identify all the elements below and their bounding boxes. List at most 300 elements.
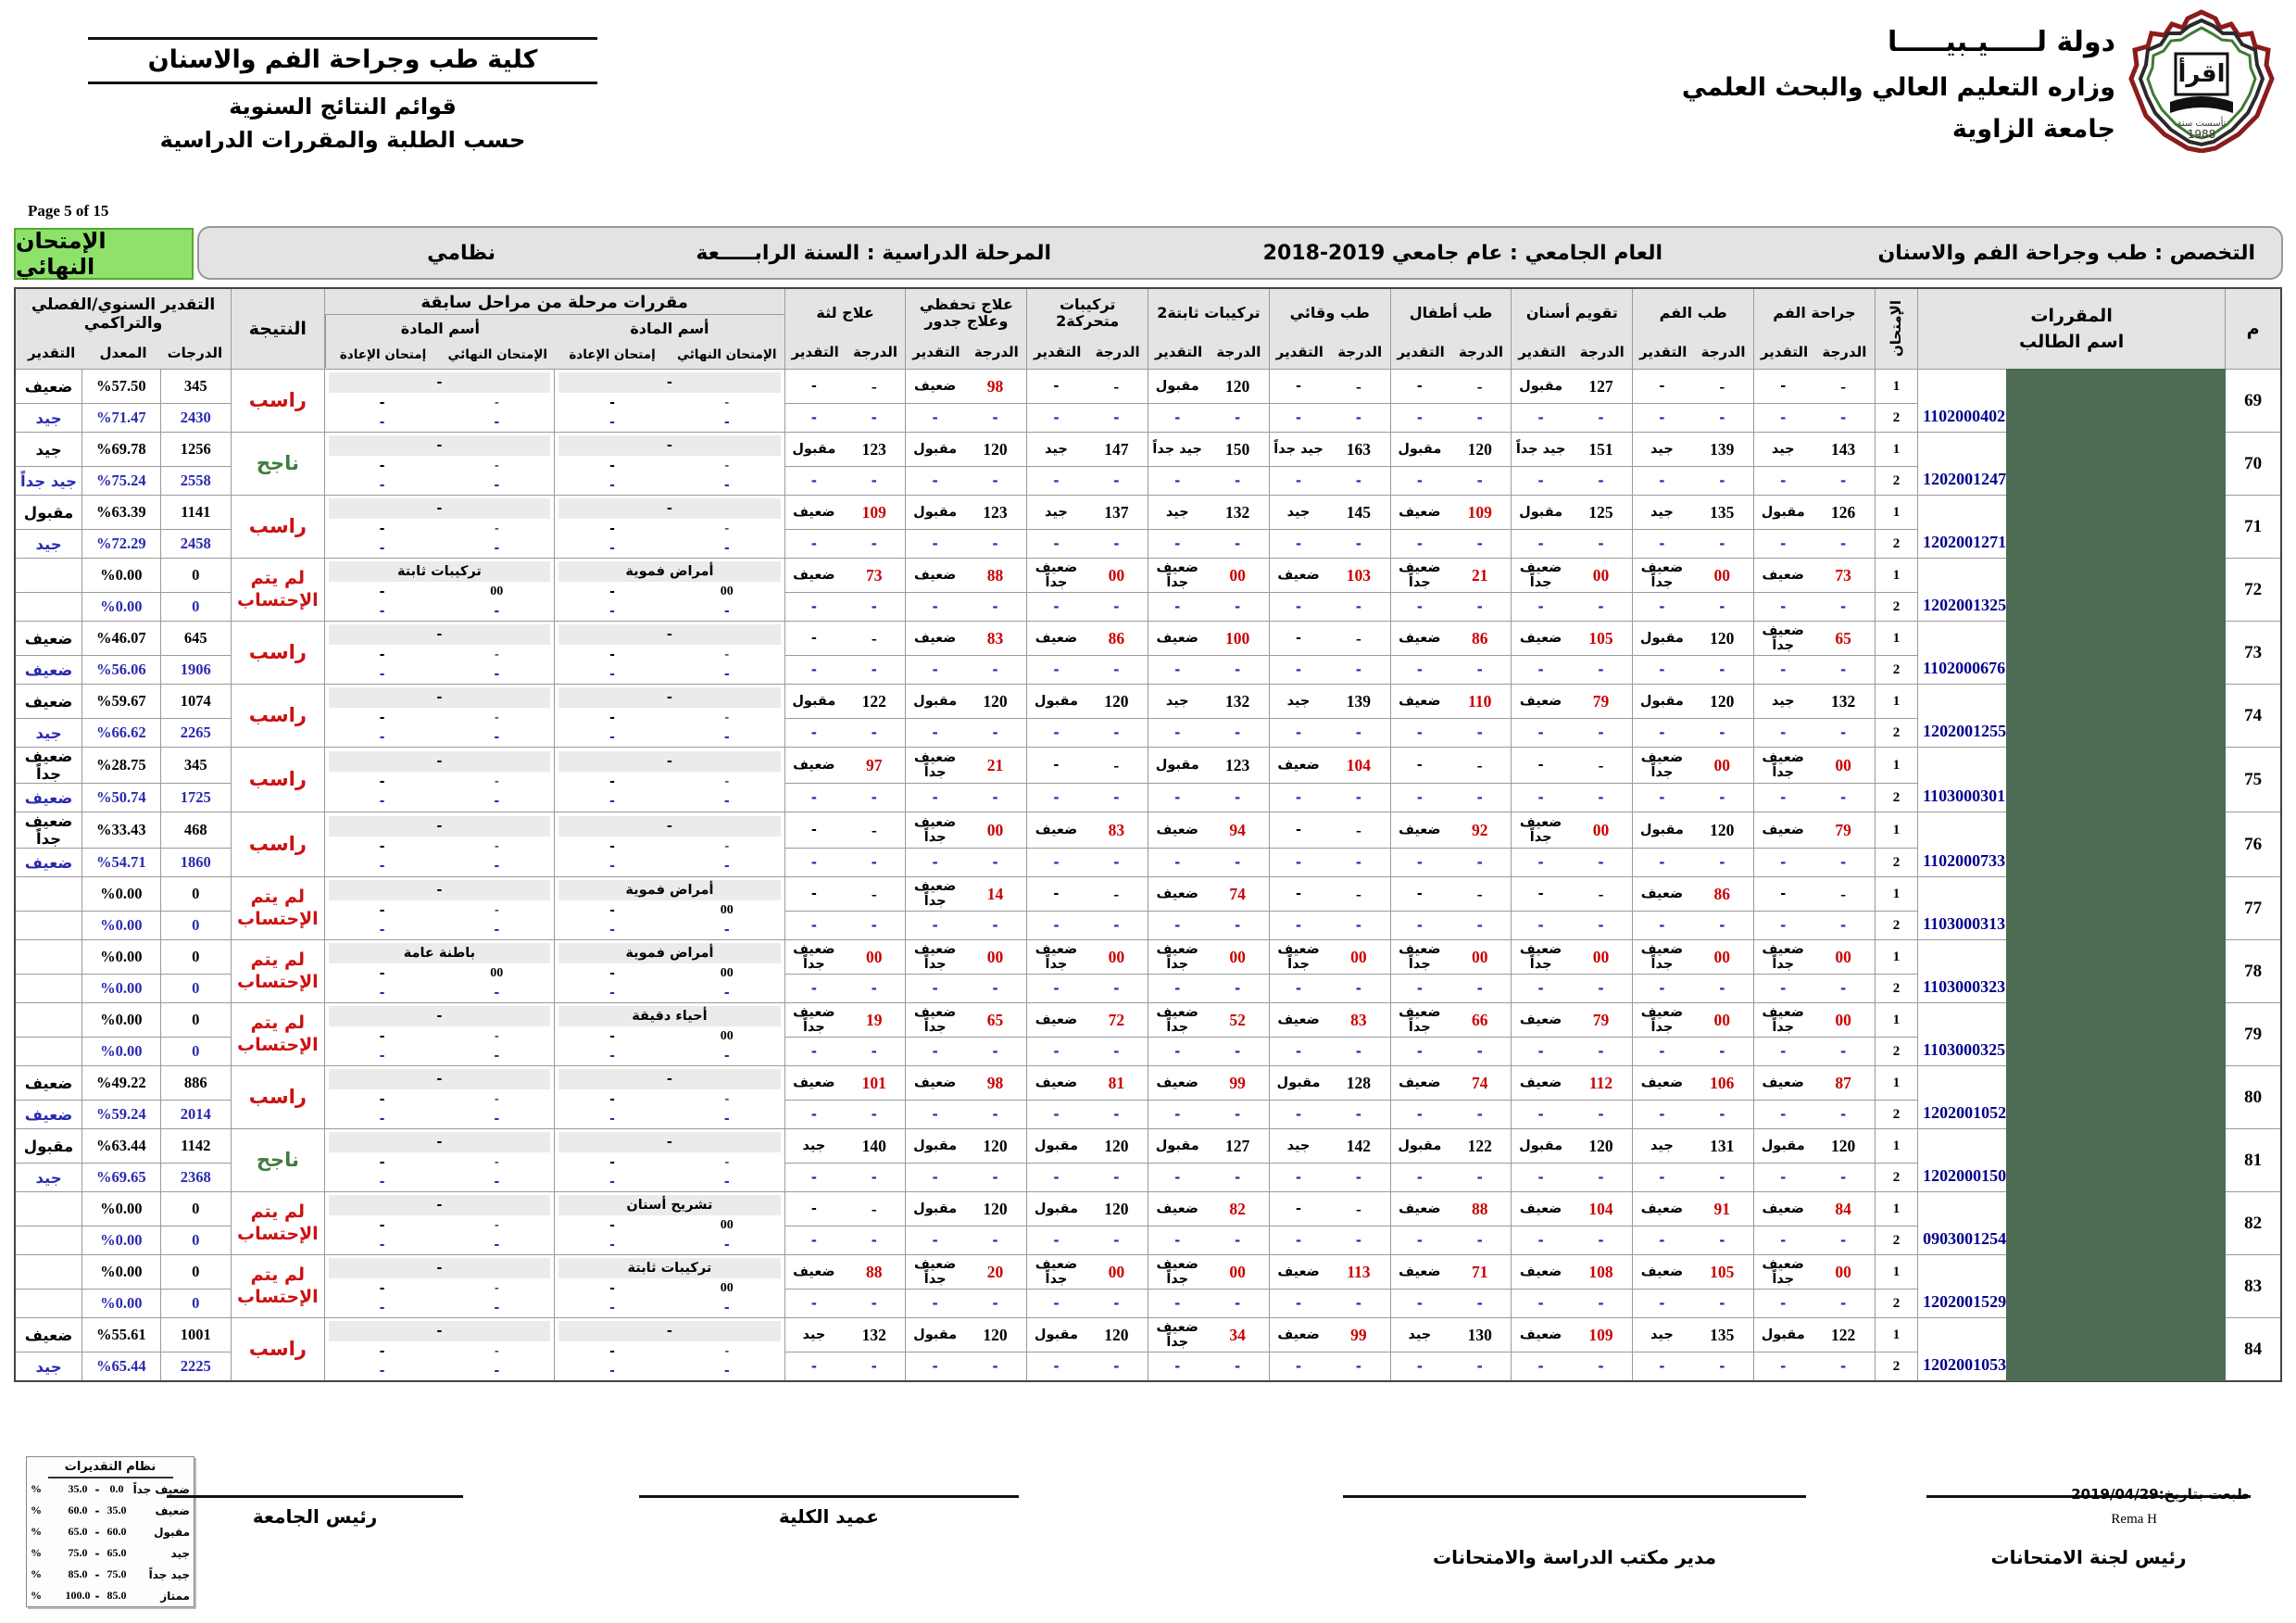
summary-average-cell: %55.61 [82, 1318, 161, 1352]
summary-grade-cell: جيد [15, 530, 82, 559]
mark-cell-line2: - - [1754, 1227, 1876, 1255]
summary-total-cell: 2458 [160, 530, 231, 559]
summary-total-cell: 0 [160, 1192, 231, 1227]
mark-cell-line2: - - [1633, 912, 1754, 940]
exam-attempt-cell: 2 [1875, 1290, 1917, 1318]
summary-average-cell: %0.00 [82, 1290, 161, 1318]
mark-cell-line2: - - [906, 530, 1027, 559]
mark-cell: 19 ضعيف جداً [784, 1003, 906, 1038]
previous-course-cell: - - - - - [324, 812, 555, 877]
mark-cell: 00 ضعيف جداً [784, 940, 906, 975]
mark-cell-line2: - - [1269, 1227, 1390, 1255]
mark-cell: 122 مقبول [1390, 1129, 1512, 1164]
mark-cell-line2: - - [1512, 530, 1633, 559]
result-cell: ناجح [232, 1129, 325, 1192]
serial-cell: 75 [2226, 748, 2281, 812]
mark-cell-line2: - - [1754, 912, 1876, 940]
mark-cell-line2: - - [1027, 719, 1148, 748]
mark-cell: 74 ضعيف [1148, 877, 1270, 912]
mark-cell-line2: - - [1148, 1290, 1270, 1318]
summary-grade-cell: جيد [15, 1352, 82, 1382]
mark-cell: 104 ضعيف [1512, 1192, 1633, 1227]
academic-year-field: العام الجامعي : عام جامعي 2019-2018 [1262, 241, 1662, 265]
summary-total-cell: 2430 [160, 404, 231, 433]
mark-cell-line2: - - [1027, 593, 1148, 622]
mark-cell-line2: - - [1269, 404, 1390, 433]
summary-grade-cell [15, 1003, 82, 1038]
serial-cell: 70 [2226, 433, 2281, 496]
previous-course-cell: - - - - - [324, 1255, 555, 1318]
mark-cell-line2: - - [1148, 912, 1270, 940]
exam-attempt-cell: 2 [1875, 530, 1917, 559]
serial-cell: 84 [2226, 1318, 2281, 1382]
mark-cell: 120 مقبول [1027, 1192, 1148, 1227]
student-name-cell [1918, 1066, 2226, 1129]
summary-grade-cell: ضعيف [15, 1066, 82, 1101]
result-cell: لم يتم الإحتساب [232, 1003, 325, 1066]
mark-cell: - - [1390, 748, 1512, 784]
mark-cell: 151 جيد جداً [1512, 433, 1633, 467]
mark-cell-line2: - - [1269, 975, 1390, 1003]
mark-cell-line2: - - [906, 467, 1027, 496]
study-type-field: نظامي [427, 241, 496, 265]
summary-total-cell: 468 [160, 812, 231, 849]
student-id: 1103000301 [1923, 786, 2006, 805]
student-id: 1103000313 [1923, 914, 2006, 933]
exam-attempt-cell: 2 [1875, 912, 1917, 940]
previous-course-cell: - - - - - [555, 685, 785, 748]
mark-cell-line2: - - [906, 1227, 1027, 1255]
mark-cell-line2: - - [1390, 593, 1512, 622]
summary-total-cell: 0 [160, 1003, 231, 1038]
ministry-title: وزاره التعليم العالي والبحث العلمي [1681, 73, 2115, 102]
previous-course-cell: - - - - - [324, 1129, 555, 1192]
student-id: 1102000676 [1923, 659, 2006, 677]
exam-attempt-cell: 2 [1875, 467, 1917, 496]
summary-total-cell: 1142 [160, 1129, 231, 1164]
exam-attempt-cell: 2 [1875, 1038, 1917, 1066]
mark-cell: 21 ضعيف جداً [1390, 559, 1512, 593]
result-cell: راسب [232, 685, 325, 748]
signature-line [1343, 1495, 1806, 1498]
summary-average-cell: %0.00 [82, 593, 161, 622]
student-row [15, 622, 2281, 656]
mark-cell: - - [784, 812, 906, 849]
redacted-student-name [2006, 1002, 2226, 1066]
mark-cell-line2: - - [784, 849, 906, 877]
mark-cell: 120 مقبول [1754, 1129, 1876, 1164]
mark-cell: 20 ضعيف جداً [906, 1255, 1027, 1290]
mark-cell: 97 ضعيف [784, 748, 906, 784]
summary-average-cell: %63.44 [82, 1129, 161, 1164]
mark-cell-line2: - - [784, 912, 906, 940]
previous-course-cell: تركيبات ثابتة 00 - - - [555, 1255, 785, 1318]
summary-grade-cell [15, 1290, 82, 1318]
mark-cell-line2: - - [1148, 467, 1270, 496]
result-cell: لم يتم الإحتساب [232, 940, 325, 1003]
mark-cell: 120 مقبول [906, 1192, 1027, 1227]
summary-average-cell: %63.39 [82, 496, 161, 530]
mark-cell: 98 ضعيف [906, 1066, 1027, 1101]
mark-cell-line2: - - [1754, 1352, 1876, 1382]
mark-cell-line2: - - [906, 1290, 1027, 1318]
mark-cell: 120 مقبول [906, 685, 1027, 719]
mark-cell-line2: - - [1390, 1101, 1512, 1129]
mark-cell: - - [1390, 877, 1512, 912]
serial-cell: 79 [2226, 1003, 2281, 1066]
mark-cell-line2: - - [1512, 1227, 1633, 1255]
results-table [14, 287, 2282, 1382]
header-subject: تركيبات ثابتة2 الدرجة التقدير [1148, 288, 1270, 370]
mark-cell: 140 جيد [784, 1129, 906, 1164]
mark-cell: - - [784, 622, 906, 656]
mark-cell: - - [1027, 370, 1148, 404]
student-row [15, 748, 2281, 784]
previous-course-cell: تشريح أسنان 00 - - - [555, 1192, 785, 1255]
mark-cell-line2: - - [784, 656, 906, 685]
summary-grade-cell: مقبول [15, 496, 82, 530]
mark-cell-line2: - - [906, 1352, 1027, 1382]
summary-average-cell: %54.71 [82, 849, 161, 877]
student-name-cell [1918, 940, 2226, 1003]
exam-attempt-cell: 1 [1875, 559, 1917, 593]
summary-grade-cell [15, 940, 82, 975]
mark-cell-line2: - - [1754, 975, 1876, 1003]
mark-cell-line2: - - [1148, 719, 1270, 748]
summary-average-cell: %65.44 [82, 1352, 161, 1382]
summary-grade-cell: جيد [15, 719, 82, 748]
mark-cell-line2: - - [1754, 1101, 1876, 1129]
summary-grade-cell: ضعيف [15, 1318, 82, 1352]
student-name-cell [1918, 433, 2226, 496]
mark-cell: 150 جيد جداً [1148, 433, 1270, 467]
mark-cell-line2: - - [1148, 1227, 1270, 1255]
student-row [15, 685, 2281, 719]
previous-course-cell: - - - - - [324, 370, 555, 433]
mark-cell-line2: - - [1269, 719, 1390, 748]
mark-cell-line2: - - [1633, 719, 1754, 748]
summary-average-cell: %0.00 [82, 877, 161, 912]
mark-cell-line2: - - [1390, 1227, 1512, 1255]
summary-total-cell: 2368 [160, 1164, 231, 1192]
mark-cell-line2: - - [1633, 467, 1754, 496]
result-cell: راسب [232, 748, 325, 812]
svg-text:اقرأ: اقرأ [2177, 60, 2226, 88]
signature-line [167, 1495, 463, 1498]
mark-cell-line2: - - [784, 467, 906, 496]
mark-cell: 83 ضعيف [1269, 1003, 1390, 1038]
mark-cell: 142 جيد [1269, 1129, 1390, 1164]
mark-cell-line2: - - [1269, 1164, 1390, 1192]
mark-cell: - - [1269, 622, 1390, 656]
previous-course-cell: أحياء دقيقة 00 - - - [555, 1003, 785, 1066]
result-cell: لم يتم الإحتساب [232, 1255, 325, 1318]
mark-cell-line2: - - [1754, 784, 1876, 812]
summary-average-cell: %28.75 [82, 748, 161, 784]
mark-cell: 120 مقبول [1633, 685, 1754, 719]
mark-cell: 104 ضعيف [1269, 748, 1390, 784]
mark-cell-line2: - - [1512, 467, 1633, 496]
mark-cell: 130 جيد [1390, 1318, 1512, 1352]
mark-cell: 137 جيد [1027, 496, 1148, 530]
mark-cell-line2: - - [784, 1352, 906, 1382]
mark-cell-line2: - - [1512, 849, 1633, 877]
mark-cell: 132 جيد [784, 1318, 906, 1352]
mark-cell-line2: - - [1269, 849, 1390, 877]
header-subject: طب وقائي الدرجة التقدير [1269, 288, 1390, 370]
mark-cell: 86 ضعيف [1633, 877, 1754, 912]
summary-average-cell: %56.06 [82, 656, 161, 685]
mark-cell: - - [1269, 370, 1390, 404]
mark-cell: 73 ضعيف [784, 559, 906, 593]
mark-cell-line2: - - [784, 784, 906, 812]
previous-course-cell: - - - - - [555, 433, 785, 496]
stage-field: المرحلة الدراسية : السنة الرابـــــعة [696, 241, 1051, 265]
mark-cell: 132 جيد [1148, 685, 1270, 719]
previous-course-cell: - - - - - [555, 1129, 785, 1192]
mark-cell-line2: - - [1027, 404, 1148, 433]
redacted-student-name [2006, 939, 2226, 1003]
summary-total-cell: 0 [160, 975, 231, 1003]
mark-cell: 122 مقبول [1754, 1318, 1876, 1352]
header-subject: طب الفم الدرجة التقدير [1633, 288, 1754, 370]
summary-average-cell: %0.00 [82, 975, 161, 1003]
mark-cell: 79 ضعيف [1512, 1003, 1633, 1038]
country-title: دولة لـــــيـبيـــــا [1887, 26, 2115, 58]
mark-cell: - - [1512, 748, 1633, 784]
student-id: 1202001271 [1923, 533, 2007, 551]
mark-cell-line2: - - [1269, 1038, 1390, 1066]
summary-total-cell: 2265 [160, 719, 231, 748]
mark-cell-line2: - - [906, 784, 1027, 812]
mark-cell-line2: - - [1027, 1290, 1148, 1318]
printed-by: Rema H [2111, 1512, 2157, 1527]
summary-grade-cell [15, 1192, 82, 1227]
previous-course-cell: - - - - - [555, 812, 785, 877]
result-cell: راسب [232, 812, 325, 877]
mark-cell: 105 ضعيف [1512, 622, 1633, 656]
mark-cell-line2: - - [1390, 1164, 1512, 1192]
mark-cell-line2: - - [906, 719, 1027, 748]
info-bar [197, 226, 2283, 280]
mark-cell: 86 ضعيف [1390, 622, 1512, 656]
signature-line [639, 1495, 1019, 1498]
mark-cell: 123 مقبول [1148, 748, 1270, 784]
mark-cell: 127 مقبول [1148, 1129, 1270, 1164]
mark-cell: 83 ضعيف [906, 622, 1027, 656]
mark-cell-line2: - - [1148, 1101, 1270, 1129]
previous-course-cell: - - - - - [324, 685, 555, 748]
mark-cell-line2: - - [1512, 404, 1633, 433]
mark-cell: 106 ضعيف [1633, 1066, 1754, 1101]
legend-row: ضعيف جداً 0.0 - 35.0 % [31, 1482, 190, 1496]
student-name-cell [1918, 1192, 2226, 1255]
result-cell: راسب [232, 496, 325, 559]
mark-cell-line2: - - [1754, 1164, 1876, 1192]
exam-attempt-cell: 2 [1875, 1164, 1917, 1192]
mark-cell-line2: - - [1512, 593, 1633, 622]
mark-cell: - - [1027, 748, 1148, 784]
student-name-cell [1918, 370, 2226, 433]
mark-cell-line2: - - [784, 719, 906, 748]
mark-cell-line2: - - [1269, 784, 1390, 812]
previous-course-cell: أمراض فموية 00 - - - [555, 940, 785, 1003]
student-name-cell [1918, 1318, 2226, 1382]
mark-cell: 120 مقبول [906, 433, 1027, 467]
result-cell: لم يتم الإحتساب [232, 1192, 325, 1255]
mark-cell-line2: - - [906, 849, 1027, 877]
summary-average-cell: %66.62 [82, 719, 161, 748]
student-id: 1102000402 [1923, 407, 2006, 425]
mark-cell-line2: - - [1390, 1290, 1512, 1318]
legend-row: جيد 65.0 - 75.0 % [31, 1546, 190, 1560]
mark-cell: 143 جيد [1754, 433, 1876, 467]
mark-cell-line2: - - [1269, 593, 1390, 622]
mark-cell: 163 جيد جداً [1269, 433, 1390, 467]
mark-cell: 94 ضعيف [1148, 812, 1270, 849]
student-row [15, 1129, 2281, 1164]
mark-cell: - - [1269, 1192, 1390, 1227]
mark-cell: 105 ضعيف [1633, 1255, 1754, 1290]
mark-cell-line2: - - [1754, 656, 1876, 685]
mark-cell: 120 مقبول [1027, 1129, 1148, 1164]
mark-cell: 147 جيد [1027, 433, 1148, 467]
header-subject: جراحة الفم الدرجة التقدير [1754, 288, 1876, 370]
serial-cell: 78 [2226, 940, 2281, 1003]
summary-average-cell: %72.29 [82, 530, 161, 559]
summary-grade-cell [15, 1227, 82, 1255]
report-subtitle: حسب الطلبة والمقررات الدراسية [159, 127, 526, 153]
student-name-cell [1918, 877, 2226, 940]
mark-cell-line2: - - [1027, 467, 1148, 496]
mark-cell: 132 جيد [1754, 685, 1876, 719]
summary-grade-cell [15, 877, 82, 912]
result-cell: ناجح [232, 433, 325, 496]
summary-grade-cell: جيد [15, 404, 82, 433]
mark-cell-line2: - - [1027, 1227, 1148, 1255]
mark-cell: 100 ضعيف [1148, 622, 1270, 656]
mark-cell-line2: - - [784, 530, 906, 559]
major-field: التخصص : طب وجراحة الفم والاسنان [1877, 241, 2255, 265]
mark-cell: 91 ضعيف [1633, 1192, 1754, 1227]
legend-row: مقبول 60.0 - 65.0 % [31, 1525, 190, 1539]
previous-course-cell: - - - - - [324, 496, 555, 559]
shield-logo-icon [2127, 9, 2276, 153]
mark-cell-line2: - - [906, 975, 1027, 1003]
mark-cell: 00 ضعيف جداً [1027, 559, 1148, 593]
summary-total-cell: 1725 [160, 784, 231, 812]
mark-cell: 00 ضعيف جداً [1633, 1003, 1754, 1038]
mark-cell: 00 ضعيف جداً [1027, 1255, 1148, 1290]
mark-cell: 00 ضعيف جداً [1148, 940, 1270, 975]
mark-cell: 123 مقبول [784, 433, 906, 467]
mark-cell: 120 مقبول [1512, 1129, 1633, 1164]
summary-total-cell: 0 [160, 912, 231, 940]
mark-cell: 123 مقبول [906, 496, 1027, 530]
exam-attempt-cell: 1 [1875, 685, 1917, 719]
summary-total-cell: 0 [160, 1255, 231, 1290]
header-result: النتيجة [232, 288, 325, 370]
mark-cell: 00 ضعيف جداً [1633, 940, 1754, 975]
signature-university-president: رئيس الجامعة [167, 1495, 463, 1528]
summary-total-cell: 0 [160, 877, 231, 912]
mark-cell-line2: - - [1269, 1352, 1390, 1382]
legend-title: نظام التقديرات [48, 1457, 173, 1478]
mark-cell: 00 ضعيف جداً [1390, 940, 1512, 975]
redacted-student-name [2006, 747, 2226, 812]
mark-cell-line2: - - [1390, 849, 1512, 877]
summary-total-cell: 2014 [160, 1101, 231, 1129]
previous-course-cell: - - - - - [555, 622, 785, 685]
faculty-title: كلية طب وجراحة الفم والاسنان [88, 37, 597, 84]
mark-cell-line2: - - [1390, 1038, 1512, 1066]
exam-attempt-cell: 2 [1875, 719, 1917, 748]
mark-cell-line2: - - [1512, 656, 1633, 685]
student-name-cell [1918, 1129, 2226, 1192]
student-id: 1102000733 [1923, 851, 2006, 870]
student-id: 1202001325 [1923, 596, 2007, 614]
serial-cell: 73 [2226, 622, 2281, 685]
mark-cell: - - [1027, 877, 1148, 912]
exam-attempt-cell: 1 [1875, 1318, 1917, 1352]
summary-average-cell: %0.00 [82, 912, 161, 940]
mark-cell: - - [1754, 877, 1876, 912]
result-cell: راسب [232, 622, 325, 685]
redacted-student-name [2006, 1254, 2226, 1318]
header-previous-courses: مقررات مرحلة من مراحل سابقة أسم المادة الإمتحان النهائي إمتحان الإعادة أسم المادة الإمتحان النهائي إمتحان الإعادة [324, 288, 784, 370]
previous-course-cell: باطنة عامة 00 - - - [324, 940, 555, 1003]
mark-cell-line2: - - [1390, 1352, 1512, 1382]
previous-course-cell: - - - - - [555, 496, 785, 559]
exam-attempt-cell: 2 [1875, 1352, 1917, 1382]
mark-cell: 00 ضعيف جداً [906, 940, 1027, 975]
mark-cell-line2: - - [784, 975, 906, 1003]
summary-grade-cell: ضعيف جداً [15, 812, 82, 849]
result-cell: راسب [232, 1318, 325, 1382]
mark-cell-line2: - - [906, 1038, 1027, 1066]
redacted-student-name [2006, 684, 2226, 748]
mark-cell: 79 ضعيف [1512, 685, 1633, 719]
mark-cell: 00 ضعيف جداً [1512, 812, 1633, 849]
mark-cell: 120 مقبول [1633, 812, 1754, 849]
exam-attempt-cell: 2 [1875, 593, 1917, 622]
mark-cell: 71 ضعيف [1390, 1255, 1512, 1290]
mark-cell-line2: - - [1633, 1227, 1754, 1255]
mark-cell: 66 ضعيف جداً [1390, 1003, 1512, 1038]
summary-total-cell: 0 [160, 1038, 231, 1066]
serial-cell: 76 [2226, 812, 2281, 877]
mark-cell-line2: - - [1754, 1290, 1876, 1318]
header-subject: علاج تحفظي وعلاج جدور الدرجة التقدير [906, 288, 1027, 370]
mark-cell: 125 مقبول [1512, 496, 1633, 530]
summary-total-cell: 1860 [160, 849, 231, 877]
summary-grade-cell: ضعيف [15, 1101, 82, 1129]
student-id: 1202000150 [1923, 1166, 2007, 1185]
mark-cell: 87 ضعيف [1754, 1066, 1876, 1101]
summary-average-cell: %75.24 [82, 467, 161, 496]
mark-cell-line2: - - [1754, 530, 1876, 559]
previous-course-cell: - - - - - [324, 1192, 555, 1255]
exam-attempt-cell: 2 [1875, 784, 1917, 812]
previous-course-cell: أمراض فموية 00 - - - [555, 559, 785, 622]
mark-cell-line2: - - [1754, 849, 1876, 877]
mark-cell: 86 ضعيف [1027, 622, 1148, 656]
summary-average-cell: %59.67 [82, 685, 161, 719]
student-id: 1202001529 [1923, 1292, 2007, 1311]
redacted-student-name [2006, 558, 2226, 622]
mark-cell-line2: - - [1633, 404, 1754, 433]
serial-cell: 71 [2226, 496, 2281, 559]
